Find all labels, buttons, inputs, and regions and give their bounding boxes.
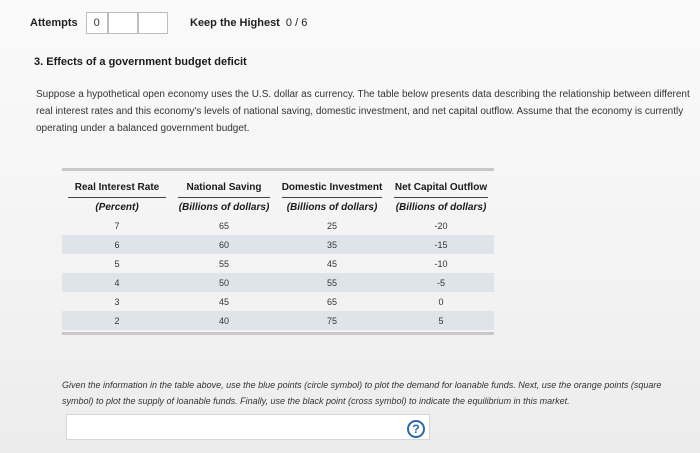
header-real-interest-rate: [62, 179, 172, 216]
table-bottom-rule: [62, 332, 494, 335]
cell: 40: [172, 311, 276, 330]
question-mark-icon[interactable]: ?: [407, 420, 425, 438]
table-row: [62, 216, 494, 235]
cell: 25: [326, 220, 337, 231]
data-table: [62, 179, 494, 330]
cell: 3: [114, 296, 120, 307]
cell: -10: [434, 258, 448, 269]
cell: -20: [434, 220, 448, 231]
attempts-bar: [30, 12, 168, 34]
cell: -15: [388, 235, 494, 254]
cell: 5: [114, 258, 120, 269]
header-unit: (Billions of dollars): [394, 197, 488, 216]
graph-instructions: Given the information in the table above, use the blue points (circle symbol) to plot the demand for loanable funds. Next, use the orange points (square symbol) to plot the supply of loanable funds. Finally, use the black point (cross symbol) to indicate the equilibrium in this market.: [62, 380, 662, 406]
attempt-boxes: [86, 12, 168, 34]
keep-highest: [190, 17, 307, 29]
attempt-slot: [108, 12, 138, 34]
table-row: [62, 235, 494, 254]
cell: 7: [114, 220, 120, 231]
cell: 45: [218, 296, 229, 307]
header-unit: (Billions of dollars): [178, 197, 270, 216]
header-unit: (Billions of dollars): [282, 197, 382, 216]
cell: 65: [326, 296, 337, 307]
table-row: [62, 254, 494, 273]
header-title: Net Capital Outflow: [394, 182, 488, 193]
cell: 65: [218, 220, 229, 231]
keep-highest-label: Keep the Highest: [190, 17, 280, 29]
table-top-rule: [62, 168, 494, 171]
table-header-row: [62, 179, 494, 216]
data-table-wrap: [62, 168, 494, 335]
cell: 2: [62, 311, 172, 330]
question-prompt: Suppose a hypothetical open economy uses the U.S. dollar as currency. The table below presents data describing the relationship between different real interest rates and this economy's levels of national saving, domestic investment, and net capital outflow. Assume that the economy is currently operating under a balanced government budget.: [36, 89, 690, 134]
cell: 55: [276, 273, 388, 292]
attempt-slot: [138, 12, 168, 34]
cell: 4: [62, 273, 172, 292]
header-unit: (Percent): [68, 197, 166, 216]
attempt-count: 0: [86, 12, 108, 34]
cell: 6: [62, 235, 172, 254]
header-domestic-investment: [276, 179, 388, 216]
header-net-capital-outflow: [388, 179, 494, 216]
cell: 60: [172, 235, 276, 254]
cell: 55: [218, 258, 229, 269]
table-row: [62, 311, 494, 330]
cell: 50: [172, 273, 276, 292]
table-row: [62, 292, 494, 311]
cell: 0: [438, 296, 444, 307]
keep-highest-value: 0 / 6: [285, 17, 308, 29]
cell: 5: [388, 311, 494, 330]
cell: 75: [276, 311, 388, 330]
question-title: 3. Effects of a government budget deficit: [34, 56, 247, 68]
header-title: Real Interest Rate: [74, 182, 160, 193]
attempts-label: Attempts: [30, 17, 78, 29]
header-title: National Saving: [186, 182, 262, 193]
cell: 35: [276, 235, 388, 254]
header-national-saving: [172, 179, 276, 216]
table-row: [62, 273, 494, 292]
cell: 45: [326, 258, 337, 269]
graph-area[interactable]: [66, 414, 430, 440]
header-title: Domestic Investment: [281, 182, 383, 193]
cell: -5: [388, 273, 494, 292]
